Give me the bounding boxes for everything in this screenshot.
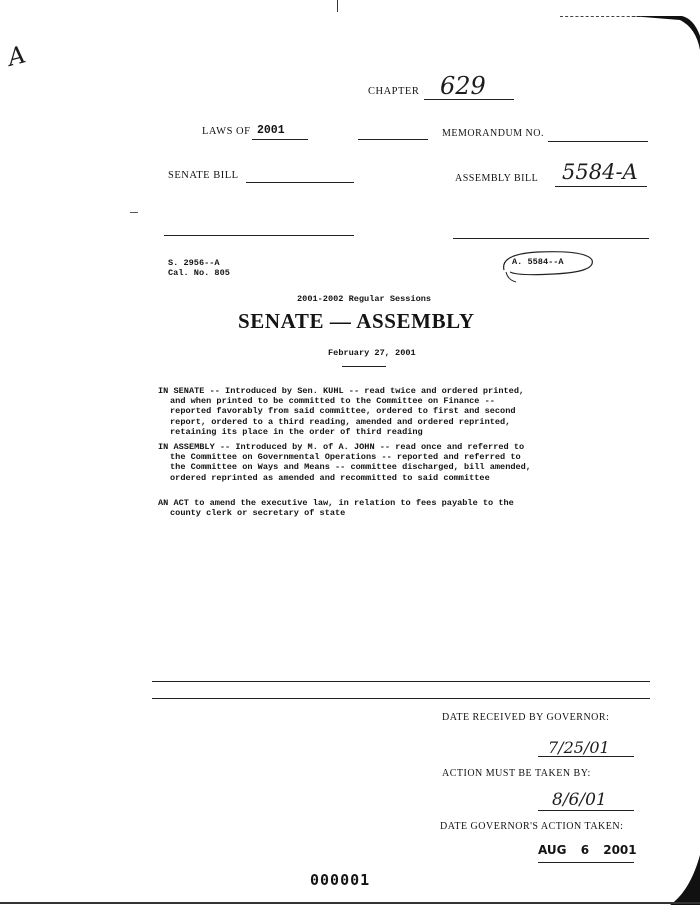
corner-fold-bottom-right — [668, 855, 700, 905]
act-line-1: AN ACT to amend the executive law, in relation to fees payable to the — [158, 498, 514, 508]
scan-tick-left — [130, 212, 138, 213]
chapter-line — [424, 99, 514, 100]
date-underline — [342, 366, 386, 367]
margin-note: A — [4, 40, 29, 72]
chapter-label: CHAPTER — [368, 86, 420, 97]
assembly-bill-line — [555, 186, 647, 187]
divider-right — [453, 238, 649, 239]
act-description — [158, 498, 598, 518]
senate-bill-label: SENATE BILL — [168, 170, 239, 181]
page-number: 000001 — [310, 871, 371, 889]
laws-year: 2001 — [257, 124, 285, 137]
memorandum-label: MEMORANDUM NO. — [442, 128, 545, 139]
senate-history-line-5: retaining its place in the order of third reading — [170, 426, 423, 437]
memorandum-blank-line — [358, 139, 428, 140]
senate-history-line-4: report, ordered to a third reading, amended and ordered reprinted, — [170, 416, 511, 427]
act-line-2: county clerk or secretary of state — [170, 508, 346, 519]
received-label: DATE RECEIVED BY GOVERNOR: — [442, 712, 610, 723]
assembly-history — [158, 442, 598, 483]
laws-label: LAWS OF — [202, 126, 251, 137]
corner-fold-top-right — [630, 10, 700, 50]
assembly-bill-number: 5584-A — [562, 160, 638, 184]
memorandum-line — [548, 141, 648, 142]
senate-history-line-1: IN SENATE -- Introduced by Sen. KUHL -- read twice and ordered printed, — [158, 386, 525, 396]
assembly-number: A. 5584--A — [512, 257, 564, 267]
action-taken-label: DATE GOVERNOR'S ACTION TAKEN: — [440, 821, 624, 832]
action-taken-line — [538, 862, 634, 863]
action-by-date: 8/6/01 — [552, 790, 607, 810]
received-date: 7/25/01 — [548, 738, 610, 757]
action-taken-stamp: AUG 6 2001 — [538, 843, 637, 857]
scan-mark-top — [337, 0, 338, 12]
senate-bill-line — [246, 182, 354, 183]
bill-date: February 27, 2001 — [328, 348, 416, 358]
assembly-history-line-2: the Committee on Governmental Operations -- reported and referred to — [170, 452, 521, 463]
assembly-history-line-4: ordered reprinted as amended and recommitted to said committee — [170, 472, 490, 483]
document-title: SENATE — ASSEMBLY — [238, 309, 475, 333]
chapter-number: 629 — [440, 72, 486, 100]
bottom-rule-2 — [152, 698, 650, 699]
assembly-bill-label: ASSEMBLY BILL — [455, 173, 539, 184]
action-by-label: ACTION MUST BE TAKEN BY: — [442, 768, 591, 779]
received-line — [538, 756, 634, 757]
senate-history-line-2: and when printed to be committed to the Committee on Finance -- — [170, 396, 495, 407]
calendar-number: Cal. No. 805 — [168, 268, 230, 278]
assembly-history-line-3: the Committee on Ways and Means -- committee discharged, bill amended, — [170, 462, 531, 473]
sessions: 2001-2002 Regular Sessions — [297, 294, 432, 304]
scan-dash-top-right — [560, 16, 640, 17]
senate-history-line-3: reported favorably from said committee, ordered to first and second — [170, 406, 516, 417]
scan-edge-bottom — [0, 902, 700, 904]
laws-line — [252, 139, 308, 140]
action-by-line — [538, 810, 634, 811]
assembly-history-line-1: IN ASSEMBLY -- Introduced by M. of A. JOHN -- read once and referred to — [158, 442, 525, 452]
divider-left — [164, 235, 354, 236]
senate-history — [158, 386, 598, 437]
bottom-rule-1 — [152, 681, 650, 682]
senate-number: S. 2956--A — [168, 258, 220, 268]
